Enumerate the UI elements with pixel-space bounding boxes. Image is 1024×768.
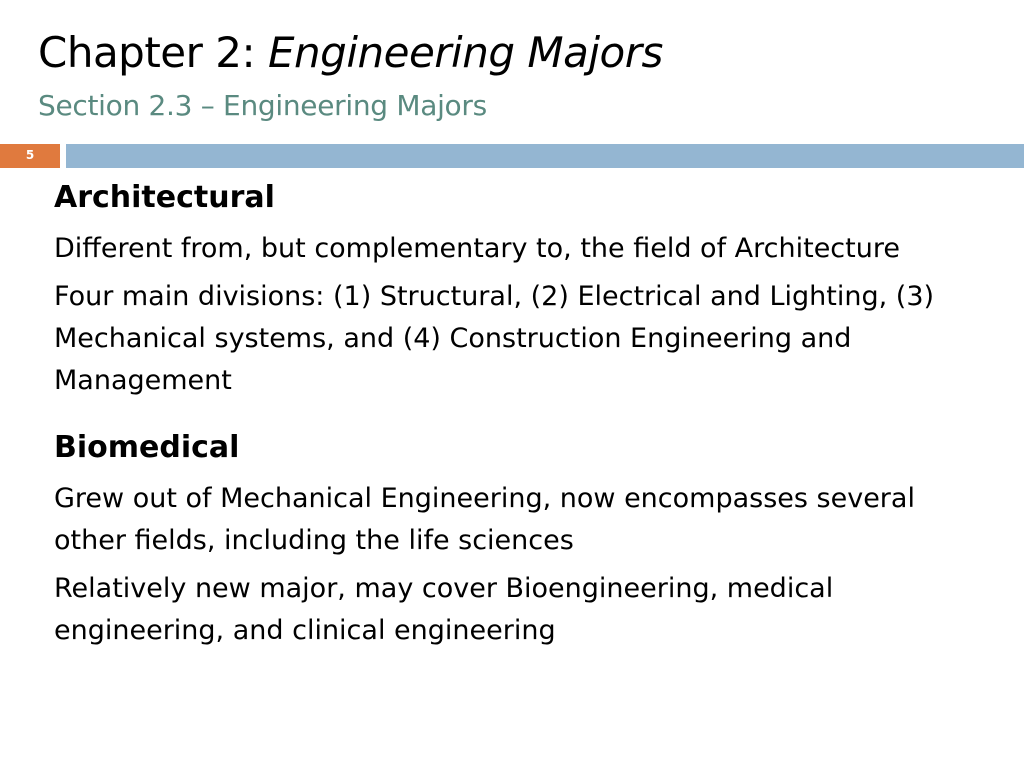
page-title [38,28,663,78]
title-prefix: Chapter 2: [38,28,268,77]
slide-body [54,178,984,678]
section-paragraph: Four main divisions: (1) Structural, (2) Electrical and Lighting, (3) Mechanical systems, and (4) Construction Engineering and Management [54,281,935,396]
section-paragraph: Relatively new major, may cover Bioengineering, medical engineering, and clinical engineering [54,573,834,646]
page-subtitle: Section 2.3 – Engineering Majors [38,89,487,122]
section-biomedical [54,428,984,652]
header-divider-bar [66,144,1024,168]
title-topic: Engineering Majors [268,28,663,77]
section-heading: Biomedical [54,430,240,465]
section-paragraph: Grew out of Mechanical Engineering, now encompasses several other fields, including the life sciences [54,483,915,556]
slide-number-badge: 5 [0,144,60,168]
section-paragraph: Different from, but complementary to, the field of Architecture [54,233,900,264]
section-heading: Architectural [54,180,275,215]
section-architectural [54,178,984,402]
